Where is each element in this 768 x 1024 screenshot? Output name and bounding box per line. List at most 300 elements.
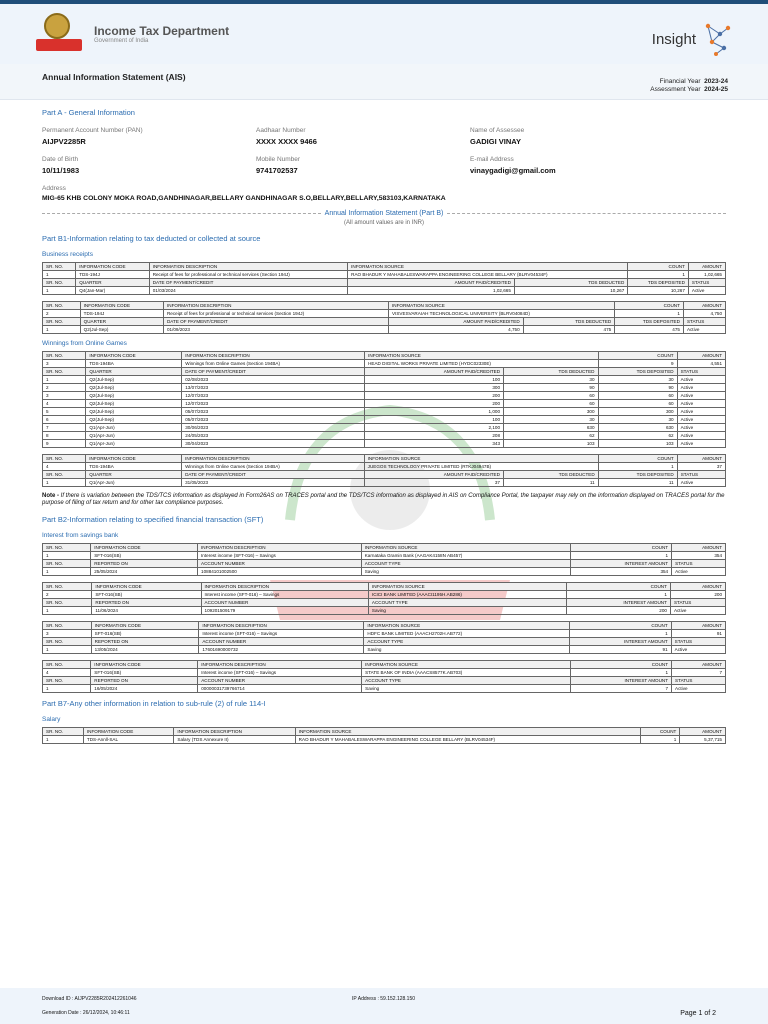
table-row <box>43 479 726 487</box>
table-row <box>43 400 726 408</box>
table-cell: SR. NO. <box>43 279 76 287</box>
table-cell: 1 <box>640 736 680 744</box>
table-cell: 11/06/2024 <box>92 607 201 615</box>
table-cell: Q2(Jul-Sep) <box>86 392 182 400</box>
table-row <box>43 416 726 424</box>
table-cell: ACCOUNT TYPE <box>368 599 567 607</box>
year-info <box>650 78 728 94</box>
table-cell: AMOUNT <box>680 728 726 736</box>
table-cell: 13/07/2023 <box>182 384 365 392</box>
table-cell: 10,267 <box>628 287 689 295</box>
statement-title-bar <box>0 64 768 100</box>
table-cell: RAO BHADUR Y MAHABALESWARAPPA ENGINEERING COLLEGE BELLARY (BLRV04534F) <box>295 736 640 744</box>
table-row <box>43 607 726 615</box>
table-cell: ACCOUNT TYPE <box>364 638 569 646</box>
table-header-row <box>43 352 726 360</box>
table-cell: Q2(Jul-Sep) <box>86 416 182 424</box>
table-cell: STATUS <box>677 368 725 376</box>
table-cell: Winnings from Online Games (Section 194BA) <box>182 360 365 368</box>
amount-note: (All amount values are in INR) <box>343 220 425 226</box>
mobile-label: Mobile Number <box>256 156 301 163</box>
table-row <box>43 463 726 471</box>
table-cell: 5,37,715 <box>680 736 726 744</box>
fy-label: Financial Year <box>659 78 701 85</box>
table-cell: COUNT <box>598 455 677 463</box>
table-cell: 2,100 <box>365 424 504 432</box>
table-cell: 12/07/2023 <box>182 392 365 400</box>
page-number: Page 1 of 2 <box>680 1010 716 1017</box>
table-cell: Q2(Jul-Sep) <box>86 400 182 408</box>
table-cell: 05/07/2023 <box>182 408 365 416</box>
table-cell: 3 <box>43 392 86 400</box>
table-cell: Active <box>671 646 725 654</box>
table-row <box>43 552 726 560</box>
table-cell: 354 <box>570 568 671 576</box>
tds-table <box>42 351 726 448</box>
table-cell: 1,02,665 <box>688 271 725 279</box>
table-cell: AMOUNT <box>672 661 726 669</box>
table-row <box>43 360 726 368</box>
table-cell: 8 <box>43 432 86 440</box>
table-cell: 01/03/2024 <box>149 287 347 295</box>
table-cell: 7 <box>570 685 671 693</box>
table-cell: STATE BANK OF INDIA (AAACS8577K.AB703) <box>362 669 571 677</box>
table-cell: 1 <box>43 607 92 615</box>
table-cell: AMOUNT <box>677 455 725 463</box>
dob-value: 10/11/1983 <box>42 166 80 175</box>
department-title <box>94 24 229 44</box>
address-block <box>42 185 726 202</box>
table-cell: INFORMATION CODE <box>91 544 198 552</box>
pan-label: Permanent Account Number (PAN) <box>42 127 143 134</box>
table-cell: SR. NO. <box>43 302 81 310</box>
table-cell: Q4(Jan-Mar) <box>76 287 150 295</box>
table-cell: 10,267 <box>514 287 627 295</box>
table-cell: Active <box>677 384 725 392</box>
table-cell: 1 <box>628 271 689 279</box>
tds-table <box>42 262 726 295</box>
table-cell: AMOUNT <box>688 263 725 271</box>
part-b1-heading: Part B1-Information relating to tax deducted or collected at source <box>42 234 261 243</box>
sft-table <box>42 660 726 693</box>
table-header-row <box>43 638 726 646</box>
table-cell: 2 <box>43 310 81 318</box>
table-cell: INFORMATION DESCRIPTION <box>198 544 362 552</box>
aadhaar-label: Aadhaar Number <box>256 127 306 134</box>
table-cell: 31/05/2023 <box>182 479 365 487</box>
email-label: E-mail Address <box>470 156 514 163</box>
table-cell: STATUS <box>683 318 725 326</box>
table-cell: INFORMATION CODE <box>92 583 201 591</box>
table-header-row <box>43 599 726 607</box>
table-cell: HDFC BANK LIMITED (AAACH2702H.AB772) <box>364 630 569 638</box>
table-cell: INFORMATION DESCRIPTION <box>174 728 295 736</box>
table-row <box>43 310 726 318</box>
table-cell: 1,02,665 <box>348 287 515 295</box>
generation-date: Generation Date : 26/12/2024, 10:46:11 <box>42 1010 130 1016</box>
dob-label: Date of Birth <box>42 156 79 163</box>
table-cell: COUNT <box>598 352 677 360</box>
table-cell: 05/07/2023 <box>182 416 365 424</box>
table-cell: TDS-194BA <box>86 360 182 368</box>
table-cell: TDS-194J <box>76 271 150 279</box>
table-cell: 16/05/2024 <box>91 685 198 693</box>
table-cell: Q2(Jul-Sep) <box>86 376 182 384</box>
table-cell: DATE OF PAYMENT/CREDIT <box>163 318 388 326</box>
part-b7-heading: Part B7-Any other information in relation to sub-rule (2) of rule 114-I <box>42 699 266 708</box>
table-cell: Interest income (SFT-016) – Savings <box>198 669 362 677</box>
table-header-row <box>43 455 726 463</box>
table-cell: STATUS <box>670 599 725 607</box>
table-cell: 00000031739766714 <box>198 685 362 693</box>
table-cell: 300 <box>504 408 598 416</box>
pan-value: AIJPV2285R <box>42 137 86 146</box>
business-receipts-tables <box>42 262 726 334</box>
table-cell: INFORMATION CODE <box>86 352 182 360</box>
assessee-name-value: GADIGI VINAY <box>470 137 521 146</box>
assessee-name-label: Name of Assessee <box>470 127 525 134</box>
table-cell: Active <box>677 408 725 416</box>
table-header-row <box>43 583 726 591</box>
sft-table <box>42 543 726 576</box>
table-cell: REPORTED ON <box>91 677 198 685</box>
table-cell: SR. NO. <box>43 677 91 685</box>
table-cell: 02/08/2023 <box>182 376 365 384</box>
table-cell: 200 <box>365 400 504 408</box>
table-cell: INFORMATION SOURCE <box>361 544 570 552</box>
table-cell: 6 <box>43 416 86 424</box>
page-header <box>0 4 768 64</box>
table-cell: JUEGOS TECHNOLOGY PRIVATE LIMITED (RTKJ04947B) <box>364 463 598 471</box>
table-cell: 200 <box>567 607 670 615</box>
table-cell: SFT-016(SB) <box>91 669 198 677</box>
table-cell: INFORMATION SOURCE <box>365 352 598 360</box>
table-cell: 17601690000732 <box>199 646 364 654</box>
table-row <box>43 287 726 295</box>
table-cell: 4,750 <box>389 326 524 334</box>
table-cell: INTEREST AMOUNT <box>570 560 671 568</box>
table-cell: 1 <box>43 287 76 295</box>
table-row <box>43 424 726 432</box>
ip-address: IP Address : 59.152.128.150 <box>352 996 416 1002</box>
table-cell: AMOUNT PAID/CREDITED <box>365 368 504 376</box>
table-cell: 62 <box>598 432 677 440</box>
table-cell: QUARTER <box>86 368 182 376</box>
table-cell: 1 <box>598 463 677 471</box>
income-tax-emblem-logo <box>36 13 86 55</box>
table-cell: INFORMATION DESCRIPTION <box>201 583 368 591</box>
table-cell: 90 <box>504 384 598 392</box>
table-cell: 1,000 <box>365 408 504 416</box>
table-row <box>43 736 726 744</box>
table-cell: SR. NO. <box>43 661 91 669</box>
table-cell: 3 <box>43 630 92 638</box>
table-header-row <box>43 728 726 736</box>
table-cell: SR. NO. <box>43 728 84 736</box>
table-cell: 12/07/2023 <box>182 400 365 408</box>
part-b-divider <box>42 210 726 217</box>
table-cell: 60 <box>504 400 598 408</box>
table-cell: Q2(Jul-Sep) <box>86 408 182 416</box>
table-cell: DATE OF PAYMENT/CREDIT <box>182 471 365 479</box>
table-cell: Receipt of fees for professional or technical services (Section 194J) <box>149 271 347 279</box>
table-cell: 1 <box>615 310 684 318</box>
table-row <box>43 432 726 440</box>
table-cell: INFORMATION DESCRIPTION <box>182 455 365 463</box>
table-cell: 1 <box>43 736 84 744</box>
table-cell: HEAD DIGITAL WORKS PRIVATE LIMITED (HYDC02330E) <box>365 360 598 368</box>
table-cell: 60 <box>598 392 677 400</box>
table-row <box>43 669 726 677</box>
table-cell: INFORMATION SOURCE <box>364 455 598 463</box>
table-cell: Interest income (SFT-016) – Savings <box>201 591 368 599</box>
table-cell: TDS DEDUCTED <box>514 279 627 287</box>
aadhaar-value: XXXX XXXX 9466 <box>256 137 317 146</box>
department-subtitle: Government of India <box>94 38 149 44</box>
table-cell: 109201509179 <box>201 607 368 615</box>
table-cell: Active <box>672 685 726 693</box>
table-cell: QUARTER <box>80 318 163 326</box>
table-cell: AMOUNT PAID/CREDITED <box>364 471 503 479</box>
table-cell: INFORMATION SOURCE <box>295 728 640 736</box>
table-cell: Q1(Apr-Jun) <box>86 479 182 487</box>
table-cell: INFORMATION DESCRIPTION <box>182 352 365 360</box>
table-cell: 300 <box>598 408 677 416</box>
table-header-row <box>43 318 726 326</box>
table-cell: Saving <box>364 646 569 654</box>
table-cell: 1 <box>570 552 671 560</box>
table-cell: 100 <box>365 376 504 384</box>
table-cell: INFORMATION CODE <box>91 661 198 669</box>
table-cell: ACCOUNT NUMBER <box>198 560 362 568</box>
table-cell: COUNT <box>567 583 670 591</box>
sft-table <box>42 582 726 615</box>
table-cell: SFT-016(SB) <box>92 591 201 599</box>
table-cell: TDS-194J <box>80 310 163 318</box>
table-cell: RAO BHADUR Y MAHABALESWARAPPA ENGINEERING COLLEGE BELLARY (BLRV04534F) <box>348 271 628 279</box>
table-cell: Winnings from Online Games (Section 194BA) <box>182 463 365 471</box>
table-row <box>43 271 726 279</box>
table-cell: TDS-Annll-SAL <box>83 736 174 744</box>
table-cell: 1 <box>43 685 91 693</box>
table-cell: ACCOUNT NUMBER <box>201 599 368 607</box>
part-b2-heading: Part B2-Information relating to specified financial transaction (SFT) <box>42 515 264 524</box>
table-cell: Interest income (SFT-016) – Savings <box>198 552 362 560</box>
table-cell: Active <box>677 376 725 384</box>
table-cell: TDS DEDUCTED <box>503 471 598 479</box>
table-cell: INFORMATION SOURCE <box>364 622 569 630</box>
table-cell: 354 <box>672 552 726 560</box>
table-cell: INFORMATION DESCRIPTION <box>199 622 364 630</box>
table-cell: COUNT <box>570 544 671 552</box>
table-cell: 37 <box>677 463 725 471</box>
table-header-row <box>43 368 726 376</box>
table-cell: 30/06/2023 <box>182 424 365 432</box>
table-cell: DATE OF PAYMENT/CREDIT <box>182 368 365 376</box>
table-cell: 90 <box>598 384 677 392</box>
table-cell: Active <box>677 400 725 408</box>
table-cell: 1 <box>43 479 86 487</box>
table-cell: TDS DEDUCTED <box>504 368 598 376</box>
table-cell: 11 <box>503 479 598 487</box>
table-cell: 4 <box>43 400 86 408</box>
table-cell: INFORMATION CODE <box>80 302 163 310</box>
table-cell: INFORMATION DESCRIPTION <box>198 661 362 669</box>
table-cell: ACCOUNT NUMBER <box>198 677 362 685</box>
table-cell: 13/05/2024 <box>91 646 199 654</box>
table-cell: ACCOUNT NUMBER <box>199 638 364 646</box>
table-cell: 475 <box>615 326 684 334</box>
table-cell: INFORMATION CODE <box>76 263 150 271</box>
table-cell: 30 <box>598 416 677 424</box>
table-cell: SR. NO. <box>43 599 92 607</box>
table-cell: Salary (TDS Annexure II) <box>174 736 295 744</box>
fy-value: 2023-24 <box>704 78 728 85</box>
table-cell: Q2(Jul-Sep) <box>80 326 163 334</box>
table-cell: SR. NO. <box>43 368 86 376</box>
table-cell: SR. NO. <box>43 471 86 479</box>
table-cell: AMOUNT <box>677 352 725 360</box>
table-cell: Q1(Apr-Jun) <box>86 424 182 432</box>
table-cell: TDS DEPOSITED <box>598 471 677 479</box>
table-cell: INTEREST AMOUNT <box>567 599 670 607</box>
mobile-value: 9741702537 <box>256 166 298 175</box>
table-row <box>43 408 726 416</box>
table-header-row <box>43 471 726 479</box>
table-cell: 4 <box>43 669 91 677</box>
table-cell: INFORMATION CODE <box>83 728 174 736</box>
salary-label: Salary <box>42 716 61 723</box>
table-cell: 30 <box>504 416 598 424</box>
table-cell: SFT-016(SB) <box>91 552 198 560</box>
table-cell: SR. NO. <box>43 263 76 271</box>
table-cell: Active <box>677 392 725 400</box>
network-icon <box>702 22 732 56</box>
table-row <box>43 384 726 392</box>
note-text: If there is variation between the TDS/TCS information as displayed in Form26AS on TRACES portal and the TDS/TCS information as displayed in AIS on Compliance Portal, the taxpayer may rely on the information displayed on TRACES portal for the purpose of filing of tax return and for other tax compliance purposes. <box>42 493 725 506</box>
table-row <box>43 376 726 384</box>
table-cell: QUARTER <box>86 471 182 479</box>
table-header-row <box>43 677 726 685</box>
table-header-row <box>43 263 726 271</box>
table-cell: 100 <box>365 416 504 424</box>
tds-table <box>42 454 726 487</box>
table-cell: STATUS <box>677 471 725 479</box>
table-cell: 4,750 <box>683 310 725 318</box>
table-cell: QUARTER <box>76 279 150 287</box>
department-name: Income Tax Department <box>94 24 230 38</box>
table-cell: INTEREST AMOUNT <box>570 677 671 685</box>
table-cell: Active <box>677 424 725 432</box>
table-cell: 300 <box>365 384 504 392</box>
table-cell: Active <box>688 287 725 295</box>
table-row <box>43 646 726 654</box>
table-cell: Interest income (SFT-016) – Savings <box>199 630 364 638</box>
table-cell: REPORTED ON <box>91 638 199 646</box>
table-cell: SR. NO. <box>43 583 92 591</box>
table-cell: 01/09/2023 <box>163 326 388 334</box>
table-cell: 1 <box>43 271 76 279</box>
sft-table <box>42 621 726 654</box>
table-cell: Active <box>670 607 725 615</box>
table-cell: 475 <box>523 326 615 334</box>
page-footer <box>0 988 768 1024</box>
table-cell: 103 <box>504 440 598 448</box>
table-cell: 7 <box>43 424 86 432</box>
table-cell: 62 <box>504 432 598 440</box>
insight-logo <box>652 22 732 56</box>
table-cell: 10884101002500 <box>198 568 362 576</box>
table-cell: 2 <box>43 591 92 599</box>
table-cell: 1 <box>43 568 91 576</box>
table-cell: SR. NO. <box>43 622 92 630</box>
table-cell: 2 <box>43 384 86 392</box>
savings-interest-label: Interest from savings bank <box>42 532 119 539</box>
table-cell: Active <box>677 432 725 440</box>
table-cell: Active <box>672 568 726 576</box>
table-cell: 5 <box>43 408 86 416</box>
table-cell: ACCOUNT TYPE <box>361 560 570 568</box>
table-cell: AMOUNT <box>670 583 725 591</box>
table-cell: ACCOUNT TYPE <box>362 677 571 685</box>
table-cell: 630 <box>504 424 598 432</box>
table-cell: 1 <box>43 326 81 334</box>
table-cell: AMOUNT <box>671 622 725 630</box>
statement-title: Annual Information Statement (AIS) <box>42 72 186 82</box>
part-b-heading: Annual Information Statement (Part B) <box>324 210 444 217</box>
ay-label: Assessment Year <box>650 86 701 93</box>
table-row <box>43 630 726 638</box>
winnings-label: Winnings from Online Games <box>42 340 127 347</box>
table-cell: 9 <box>43 440 86 448</box>
table-cell: 3 <box>43 360 86 368</box>
table-cell: Q1(Apr-Jun) <box>86 440 182 448</box>
table-cell: STATUS <box>672 560 726 568</box>
table-cell: 7 <box>672 669 726 677</box>
table-row <box>43 591 726 599</box>
table-cell: 103 <box>598 440 677 448</box>
table-cell: SR. NO. <box>43 318 81 326</box>
table-cell: 30 <box>504 376 598 384</box>
table-cell: REPORTED ON <box>92 599 201 607</box>
table-cell: Saving <box>368 607 567 615</box>
address-value: MIG-65 KHB COLONY MOKA ROAD,GANDHINAGAR,BELLARY GANDHINAGAR S.O,BELLARY,BELLARY,583103,KARNATAKA <box>42 195 446 202</box>
table-cell: Saving <box>361 568 570 576</box>
table-header-row <box>43 622 726 630</box>
ay-value: 2024-25 <box>704 86 728 93</box>
table-cell: Active <box>683 326 725 334</box>
table-cell: INTEREST AMOUNT <box>569 638 671 646</box>
table-cell: INFORMATION DESCRIPTION <box>163 302 388 310</box>
table-cell: STATUS <box>671 638 725 646</box>
table-cell: AMOUNT <box>683 302 725 310</box>
table-cell: 208 <box>365 432 504 440</box>
table-cell: 91 <box>671 630 725 638</box>
table-cell: TDS DEDUCTED <box>523 318 615 326</box>
business-receipts-label: Business receipts <box>42 251 93 258</box>
table-cell: Q2(Jul-Sep) <box>86 384 182 392</box>
table-cell: AMOUNT PAID/CREDITED <box>348 279 515 287</box>
tds-table <box>42 301 726 334</box>
table-cell: 630 <box>598 424 677 432</box>
table-cell: 1 <box>570 669 671 677</box>
table-row <box>43 685 726 693</box>
table-cell: 4,551 <box>677 360 725 368</box>
table-cell: COUNT <box>569 622 671 630</box>
table-cell: INFORMATION SOURCE <box>389 302 615 310</box>
table-header-row <box>43 279 726 287</box>
table-cell: Q1(Apr-Jun) <box>86 432 182 440</box>
